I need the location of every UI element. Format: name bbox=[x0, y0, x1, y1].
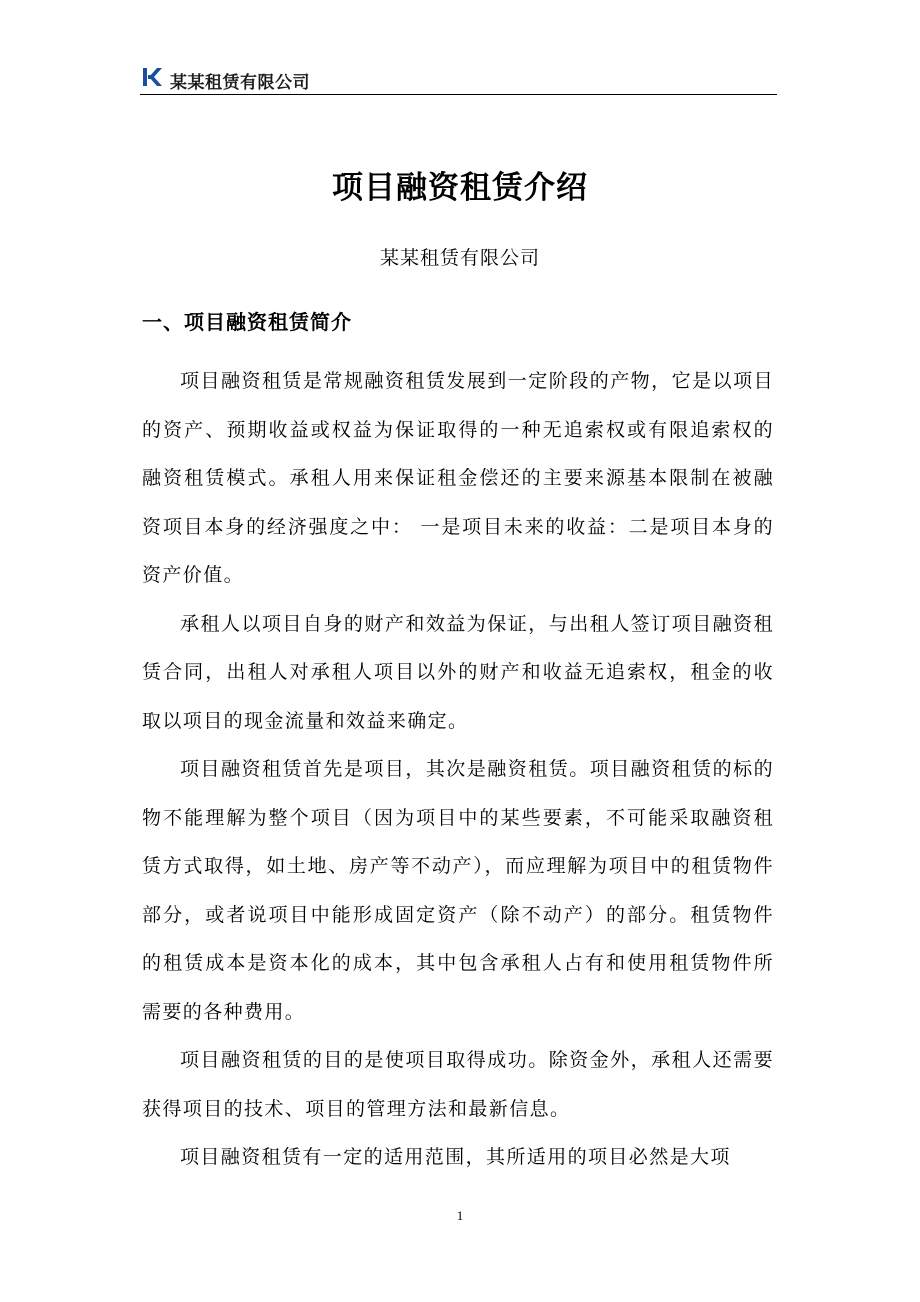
document-title: 项目融资租赁介绍 bbox=[332, 170, 588, 206]
paragraph: 项目融资租赁有一定的适用范围，其所适用的项目必然是大项 bbox=[180, 1146, 731, 1168]
page-header bbox=[140, 64, 777, 95]
section-heading: 一、项目融资租赁简介 bbox=[142, 310, 352, 334]
paragraph: 项目融资租赁的目的是使项目取得成功。除资金外，承租人还需要获得项目的技术、项目的管理方法和最新信息。 bbox=[142, 1049, 774, 1120]
document-subtitle: 某某租赁有限公司 bbox=[379, 247, 540, 269]
paragraph: 项目融资租赁首先是项目，其次是融资租赁。项目融资租赁的标的物不能理解为整个项目（因为项目中的某些要素，不可能采取融资租赁方式取得，如土地、房产等不动产），而应理解为项目中的租赁物件部分，或者说项目中能形成固定资产（除不动产）的部分。租赁物件的租赁成本是资本化的成本，其中包含承租人占有和使用租赁物件所需要的各种费用。 bbox=[142, 758, 774, 1023]
header-company-name: 某某租赁有限公司 bbox=[170, 73, 310, 93]
page-number: 1 bbox=[456, 1208, 464, 1223]
company-logo-icon bbox=[142, 66, 164, 88]
paragraph: 项目融资租赁是常规融资租赁发展到一定阶段的产物，它是以项目的资产、预期收益或权益为保证取得的一种无追索权或有限追索权的融资租赁模式。承租人用来保证租金偿还的主要来源基本限制在被融资项目本身的经济强度之中： 一是项目未来的收益：二是项目本身的资产价值。 bbox=[142, 370, 774, 586]
document-body bbox=[142, 357, 774, 1182]
paragraph: 承租人以项目自身的财产和效益为保证，与出租人签订项目融资租赁合同，出租人对承租人项目以外的财产和收益无追索权，租金的收取以项目的现金流量和效益来确定。 bbox=[142, 612, 774, 732]
